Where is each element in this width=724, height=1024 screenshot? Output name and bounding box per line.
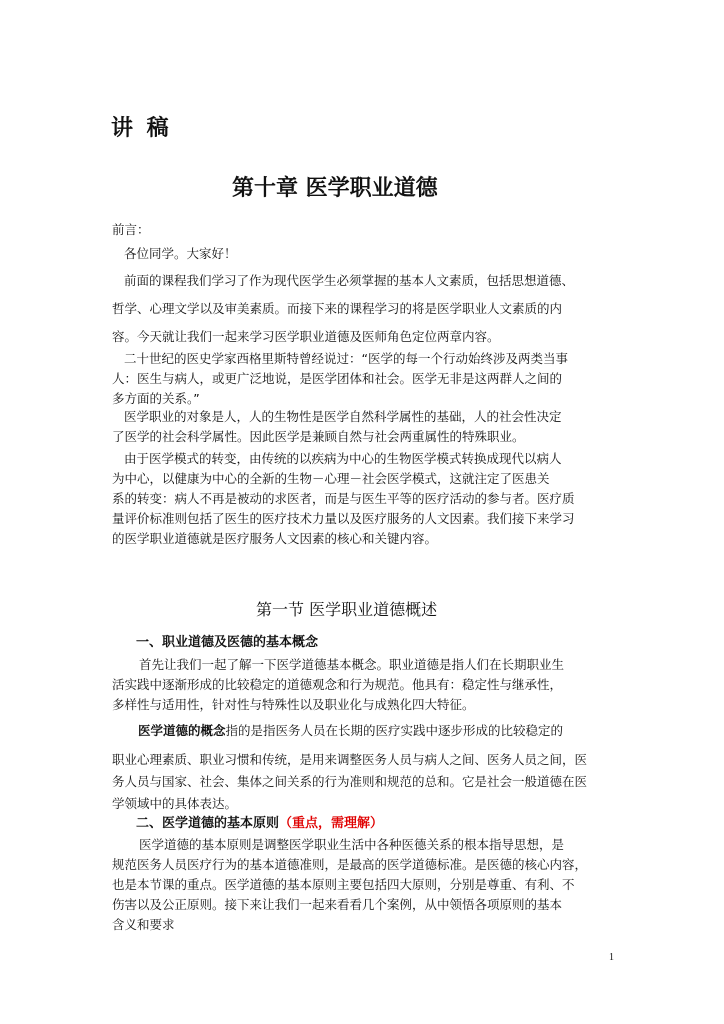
heading-text: 二、医学道德的基本原则 — [136, 816, 280, 831]
text-line: 前面的课程我们学习了作为现代医学生必须掌握的基本人文素质，包括思想道德、 — [124, 273, 575, 288]
greeting: 各位同学。大家好！ — [124, 246, 237, 261]
text-line: 务人员与国家、社会、集体之间关系的行为准则和规范的总和。它是社会一般道德在医 — [112, 774, 588, 789]
text-line: 学领域中的具体表达。 — [112, 796, 238, 811]
text-line: 二十世纪的医史学家西格里斯特曾经说过：“医学的每一个行动始终涉及两类当事 — [124, 351, 568, 366]
lecture-label: 讲 稿 — [111, 116, 172, 141]
concept-para-1 — [112, 655, 564, 715]
subsection-heading-2 — [136, 812, 383, 831]
text-line: 首先让我们一起了解一下医学道德基本概念。职业道德是指人们在长期职业生 — [139, 657, 565, 672]
text-line: 活实践中逐渐形成的比较稳定的道德观念和行为规范。他具有：稳定性与继承性， — [112, 677, 563, 692]
text-line: 指的是指医务人员在长期的医疗实践中逐步形成的比较稳定的 — [225, 723, 564, 738]
preface-para-2 — [112, 349, 568, 409]
emphasis-note: （重点，需理解） — [279, 816, 384, 831]
concept-para-2-rest — [112, 749, 587, 815]
text-line: 职业心理素质、职业习惯和传统，是用来调整医务人员与病人之间、医务人员之间，医 — [112, 752, 588, 767]
text-line: 多样性与适用性，针对性与特殊性以及职业化与成熟化四大特征。 — [112, 697, 475, 712]
preface-para-1-cont — [112, 295, 562, 351]
text-line: 了医学的社会科学属性。因此医学是兼顾自然与社会两重属性的特殊职业。 — [112, 429, 525, 444]
concept-para-2-first — [138, 721, 563, 739]
principles-para — [112, 835, 587, 935]
page-number: 1 — [609, 952, 614, 963]
text-line: 人：医生与病人，或更广泛地说，是医学团体和社会。医学无非是这两群人之间的 — [112, 371, 563, 386]
section-title: 第一节 医学职业道德概述 — [256, 600, 438, 619]
preface-label: 前言： — [112, 222, 150, 237]
text-line: 也是本节课的重点。医学道德的基本原则主要包括四大原则，分别是尊重、有利、不 — [112, 877, 575, 892]
subsection-heading: 一、职业道德及医德的基本概念 — [136, 635, 319, 650]
text-line: 医学职业的对象是人，人的生物性是医学自然科学属性的基础，人的社会性决定 — [124, 409, 562, 424]
text-line: 伤害以及公正原则。接下来让我们一起来看看几个案例，从中领悟各项原则的基本 — [112, 897, 563, 912]
text-line: 多方面的关系。” — [112, 391, 200, 406]
preface-para-4 — [112, 449, 575, 549]
text-line: 由于医学模式的转变，由传统的以疾病为中心的生物医学模式转换成现代以病人 — [124, 451, 562, 466]
text-line: 医学道德的基本原则是调整医学职业生活中各种医德关系的根本指导思想，是 — [139, 837, 565, 852]
preface-para-3 — [112, 407, 562, 447]
text-line: 哲学、心理文学以及审美素质。而接下来的课程学习的将是医学职业人文素质的内 — [112, 301, 563, 316]
text-line: 为中心，以健康为中心的全新的生物－心理－社会医学模式，这就注定了医患关 — [112, 471, 550, 486]
preface-para-1 — [124, 267, 574, 295]
text-line: 规范医务人员医疗行为的基本道德准则，是最高的医学道德标准。是医德的核心内容， — [112, 857, 588, 872]
text-line: 容。今天就让我们一起来学习医学职业道德及医师角色定位两章内容。 — [112, 329, 500, 344]
term-bold: 医学道德的概念 — [138, 723, 226, 738]
text-line: 量评价标准则包括了医生的医疗技术力量以及医疗服务的人文因素。我们接下来学习 — [112, 511, 575, 526]
text-line: 的医学职业道德就是医疗服务人文因素的核心和关键内容。 — [112, 531, 438, 546]
text-line: 含义和要求 — [112, 917, 175, 932]
text-line: 系的转变：病人不再是被动的求医者，而是与医生平等的医疗活动的参与者。医疗质 — [112, 491, 575, 506]
chapter-title: 第十章 医学职业道德 — [232, 176, 438, 201]
